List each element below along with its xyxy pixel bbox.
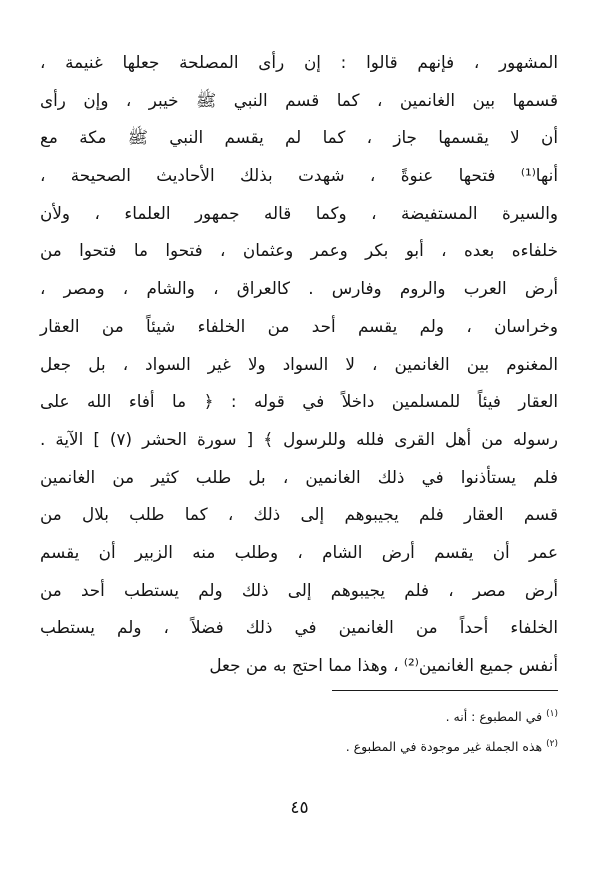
footnote-text: في المطبوع : أنه . xyxy=(445,709,543,724)
footnote xyxy=(138,732,558,762)
footnote-marker: (٢) xyxy=(546,738,558,749)
text-line: أرض مصر ، فلم يجيبوهم إلى ذلك ولم يستطب أحد من xyxy=(40,579,558,600)
text-line: خلفاءه بعده ، أبو بكر وعمر وعثمان ، فتحوا ما فتحوا من xyxy=(40,240,558,261)
footnote-separator xyxy=(332,690,558,691)
text-line: العقار فيئاً للمسلمين داخلاً في قوله : ﴿ ما أفاء الله على xyxy=(40,391,558,412)
text-line: أرض العرب والروم وفارس . كالعراق ، والشام ، ومصر ، xyxy=(40,278,558,299)
text-line: رسوله من أهل القرى فلله وللرسول ﴾ [ سورة الحشر (٧) ] الآية . xyxy=(40,428,558,449)
text-line: وخراسان ، ولم يقسم أحد من الخلفاء شيئاً من العقار xyxy=(40,315,558,336)
text-line: الخلفاء أحداً من الغانمين في ذلك فضلاً ، ولم يستطب xyxy=(40,617,558,638)
main-text-block xyxy=(40,44,558,685)
text-line: أنها⁽¹⁾ فتحها عنوةً ، شهدت بذلك الأحاديث الصحيحة ، xyxy=(40,165,558,186)
text-line: عمر أن يقسم أرض الشام ، وطلب منه الزبير أن يقسم xyxy=(40,541,558,562)
footnotes xyxy=(138,702,558,762)
text-line: فلم يستأذنوا في ذلك الغانمين ، بل طلب كثير من الغانمين xyxy=(40,466,558,487)
text-line: المغنوم بين الغانمين ، لا السواد ولا غير السواد ، بل جعل xyxy=(40,353,558,374)
text-line: قسمها بين الغانمين ، كما قسم النبي ﷺ خيبر ، وإن رأى xyxy=(40,89,558,110)
footnote xyxy=(138,702,558,732)
text-line: أنفس جميع الغانمين⁽²⁾ ، وهذا مما احتج به من جعل xyxy=(209,655,558,675)
text-line: قسم العقار فلم يجيبوهم إلى ذلك ، كما طلب بلال من xyxy=(40,504,558,525)
page-number: ٤٥ xyxy=(290,798,309,818)
text-line: أن لا يقسمها جاز ، كما لم يقسم النبي ﷺ مكة مع xyxy=(40,127,558,148)
text-line: المشهور ، فإنهم قالوا : إن رأى المصلحة جعلها غنيمة ، xyxy=(40,52,558,72)
text-line: والسيرة المستفيضة ، وكما قاله جمهور العلماء ، ولأن xyxy=(40,202,558,223)
footnote-text: هذه الجملة غير موجودة في المطبوع . xyxy=(345,739,543,754)
footnote-marker: (١) xyxy=(546,708,558,719)
